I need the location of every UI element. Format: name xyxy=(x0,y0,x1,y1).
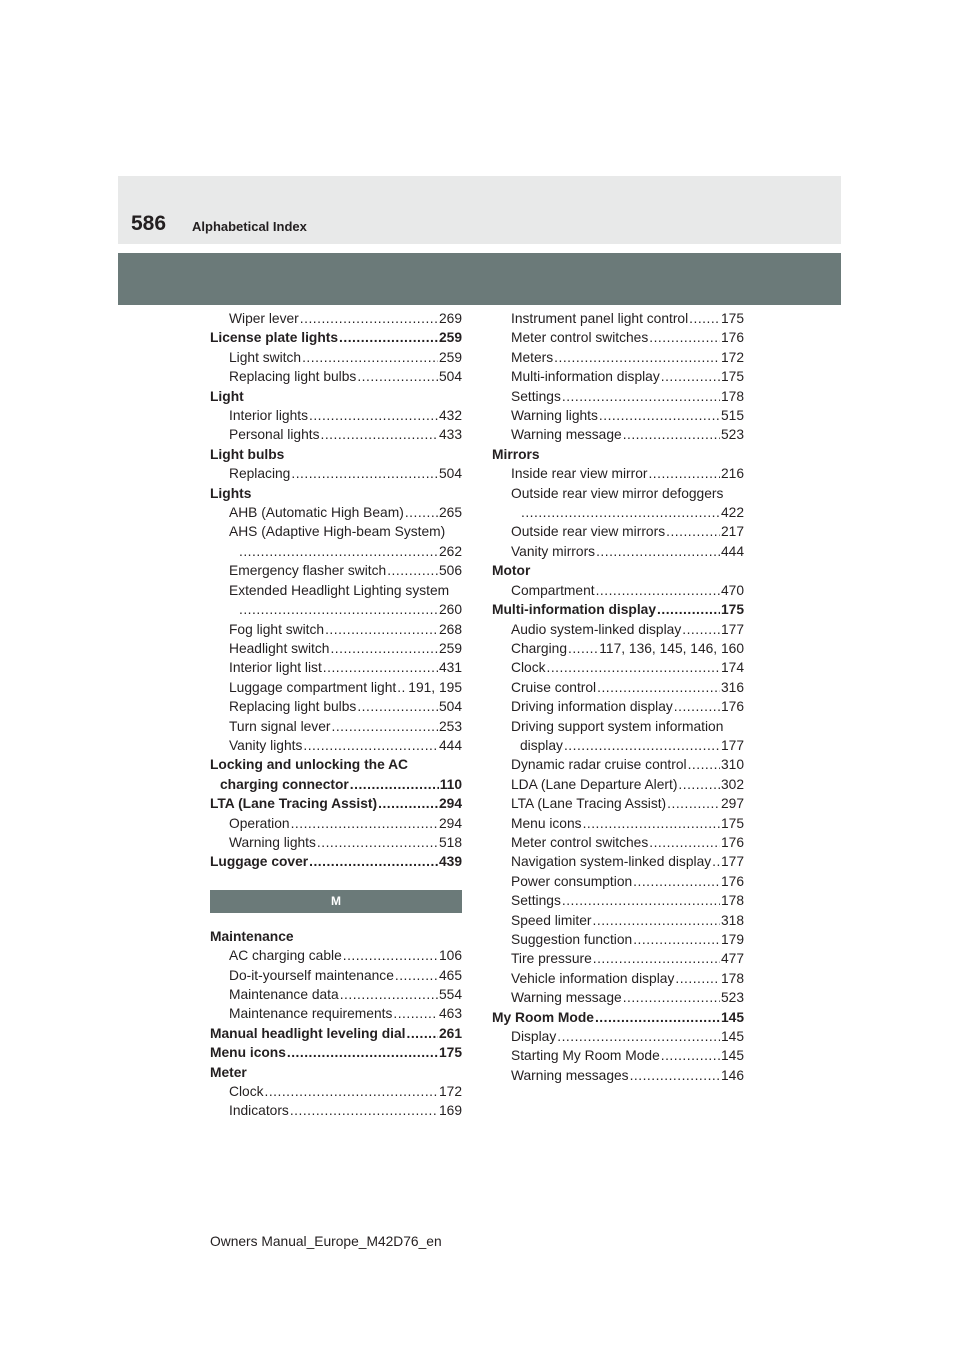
index-entry-page: 316 xyxy=(720,679,744,695)
index-entry-label: Warning lights xyxy=(229,834,316,850)
index-entry-label: Vanity lights xyxy=(229,737,303,753)
index-entry-label: Interior lights xyxy=(229,408,308,424)
dot-leader xyxy=(239,600,438,619)
index-entry-label: Replacing light bulbs xyxy=(229,369,357,385)
index-entry-page: 216 xyxy=(720,466,744,482)
index-entry-label: charging connector xyxy=(220,776,349,792)
index-entry-label: Vanity mirrors xyxy=(511,543,596,559)
index-column-right xyxy=(492,309,744,1085)
index-entry xyxy=(210,697,462,716)
index-entry xyxy=(492,658,744,677)
dot-leader xyxy=(593,911,720,930)
index-entry-page: 554 xyxy=(438,987,462,1002)
dot-leader xyxy=(350,775,439,794)
index-entry-page: 310 xyxy=(720,757,744,773)
index-entry-page: 117, 136, 145, 146, 160 xyxy=(599,640,744,656)
index-heading: Lights xyxy=(210,485,252,501)
index-entry-label: Personal lights xyxy=(229,427,320,443)
dot-leader xyxy=(300,309,438,328)
index-entry-label: Power consumption xyxy=(511,873,633,889)
dot-leader xyxy=(657,600,720,619)
index-entry-page: 178 xyxy=(720,388,744,404)
dot-leader xyxy=(387,561,438,580)
index-entry xyxy=(210,1101,462,1120)
dot-leader xyxy=(357,697,438,716)
index-entry xyxy=(210,542,462,561)
dot-leader xyxy=(688,755,720,774)
index-entry xyxy=(492,697,744,716)
index-entry-page: 297 xyxy=(720,796,744,812)
index-entry-page: 106 xyxy=(438,948,462,964)
index-entry xyxy=(210,1043,462,1062)
index-entry xyxy=(492,988,744,1007)
index-entry-page: 431 xyxy=(438,660,462,676)
dot-leader xyxy=(675,969,720,988)
index-entry xyxy=(492,852,744,871)
index-entry xyxy=(492,775,744,794)
index-entry-page: 523 xyxy=(720,990,744,1006)
dot-leader xyxy=(633,930,720,949)
index-entry-label: Vehicle information display xyxy=(511,970,675,986)
index-entry-page: 145 xyxy=(720,1009,744,1025)
index-entry xyxy=(210,503,462,522)
dot-leader xyxy=(323,658,438,677)
index-entry-page: 176 xyxy=(720,330,744,346)
index-entry-label: Warning message xyxy=(511,990,622,1006)
index-entry-label: Speed limiter xyxy=(511,912,592,928)
index-entry xyxy=(210,833,462,852)
index-entry xyxy=(492,736,744,755)
index-entry xyxy=(492,348,744,367)
index-entry-page: 261 xyxy=(438,1025,462,1041)
index-heading: Light bulbs xyxy=(210,446,285,462)
dot-leader xyxy=(562,891,720,910)
index-entry-page: 172 xyxy=(720,349,744,365)
dot-leader xyxy=(682,620,720,639)
index-entry-page: 433 xyxy=(438,427,462,443)
index-entry-label: Settings xyxy=(511,893,561,909)
index-entry xyxy=(210,1082,462,1101)
index-entry-label: Cruise control xyxy=(511,679,597,695)
index-entry-page: 191, 195 xyxy=(408,679,462,695)
index-entry xyxy=(492,930,744,949)
index-entry xyxy=(492,464,744,483)
dot-leader xyxy=(623,425,720,444)
index-entry-label: Manual headlight leveling dial xyxy=(210,1025,406,1041)
index-entry-page: 259 xyxy=(438,349,462,365)
index-entry-label: AHB (Automatic High Beam) xyxy=(229,505,404,521)
index-entry xyxy=(492,542,744,561)
index-subentry: Outside rear view mirror defoggers xyxy=(511,485,724,501)
index-entry-label: Light switch xyxy=(229,349,302,365)
index-entry-label: Maintenance data xyxy=(229,987,339,1002)
index-entry-page: 175 xyxy=(720,602,744,618)
index-entry-label: Luggage cover xyxy=(210,854,309,870)
index-entry-page: 217 xyxy=(720,524,744,540)
index-entry xyxy=(210,658,462,677)
dot-leader xyxy=(239,542,438,561)
dot-leader xyxy=(596,542,720,561)
dot-leader xyxy=(331,717,437,736)
dot-leader xyxy=(521,503,720,522)
footer-doc-id: Owners Manual_Europe_M42D76_en xyxy=(210,1234,442,1249)
dot-leader xyxy=(633,872,720,891)
index-entry-page: 176 xyxy=(720,873,744,889)
index-entry xyxy=(492,891,744,910)
dot-leader xyxy=(562,387,720,406)
index-entry xyxy=(210,561,462,580)
dot-leader xyxy=(393,1004,438,1023)
index-entry-label: Maintenance requirements xyxy=(229,1006,393,1022)
index-entry xyxy=(492,1027,744,1046)
dot-leader xyxy=(325,620,438,639)
dot-leader xyxy=(378,794,438,813)
index-entry-page: 294 xyxy=(438,796,462,812)
dot-leader xyxy=(595,1008,720,1027)
dot-leader xyxy=(309,406,438,425)
index-entry-page: 477 xyxy=(720,951,744,967)
index-entry xyxy=(492,425,744,444)
index-entry-page: 504 xyxy=(438,699,462,715)
index-entry-page: 179 xyxy=(720,932,744,947)
index-entry-page: 169 xyxy=(438,1103,462,1119)
index-entry xyxy=(492,503,744,522)
index-entry-page: 268 xyxy=(438,621,462,637)
index-entry-page: 318 xyxy=(720,912,744,928)
index-entry-label: Do-it-yourself maintenance xyxy=(229,967,394,983)
index-entry-label: Starting My Room Mode xyxy=(511,1048,660,1064)
dot-leader xyxy=(287,1043,438,1062)
dot-leader xyxy=(648,464,720,483)
index-entry-label: Settings xyxy=(511,388,561,404)
index-entry-page: 177 xyxy=(720,737,744,753)
index-entry xyxy=(492,872,744,891)
index-entry-page: 262 xyxy=(438,543,462,559)
index-entry-page: 175 xyxy=(720,369,744,385)
index-entry-label: Warning lights xyxy=(511,408,598,424)
index-entry-page: 259 xyxy=(438,640,462,656)
index-subentry: Extended Headlight Lighting system xyxy=(229,582,450,598)
dot-leader xyxy=(291,814,438,833)
index-entry xyxy=(492,969,744,988)
index-entry xyxy=(210,775,462,794)
index-entry-label: LDA (Lane Departure Alert) xyxy=(511,776,678,792)
index-entry xyxy=(210,946,462,965)
index-entry xyxy=(210,678,462,697)
index-entry xyxy=(210,425,462,444)
index-entry xyxy=(210,348,462,367)
index-entry-page: 269 xyxy=(438,311,462,326)
dot-leader xyxy=(623,988,720,1007)
section-title: Alphabetical Index xyxy=(192,219,307,234)
index-entry-page: 444 xyxy=(720,543,744,559)
index-entry-page: 145 xyxy=(720,1029,744,1045)
index-entry xyxy=(492,1066,744,1085)
index-entry-page: 523 xyxy=(720,427,744,443)
index-subentry: AHS (Adaptive High-beam System) xyxy=(229,524,446,540)
index-entry-page: 518 xyxy=(438,834,462,850)
index-entry-page: 175 xyxy=(720,311,744,326)
index-entry xyxy=(492,755,744,774)
index-entry xyxy=(210,852,462,871)
dot-leader xyxy=(667,794,720,813)
index-entry-page: 302 xyxy=(720,776,744,792)
index-entry-label: Warning message xyxy=(511,427,622,443)
index-entry xyxy=(492,406,744,425)
index-entry-page: 463 xyxy=(438,1006,462,1022)
dot-leader xyxy=(339,328,438,347)
index-entry-page: 504 xyxy=(438,369,462,385)
index-heading: Motor xyxy=(492,563,531,579)
index-entry-page: 145 xyxy=(720,1048,744,1064)
index-entry xyxy=(210,1004,462,1023)
dot-leader xyxy=(568,639,598,658)
index-entry-label: Luggage compartment light xyxy=(229,679,397,695)
dot-leader xyxy=(661,1046,720,1065)
index-subentry: Driving support system information xyxy=(511,718,724,734)
index-heading: Light xyxy=(210,388,244,404)
index-entry xyxy=(492,814,744,833)
index-entry-page: 294 xyxy=(438,815,462,831)
index-entry-page: 146 xyxy=(720,1067,744,1083)
dot-leader xyxy=(265,1082,438,1101)
index-entry-page: 174 xyxy=(720,660,744,676)
dot-leader xyxy=(290,1101,438,1120)
dot-leader xyxy=(597,678,720,697)
index-entry xyxy=(210,736,462,755)
index-entry xyxy=(492,309,744,328)
index-entry-page: 178 xyxy=(720,893,744,909)
index-entry-page: 175 xyxy=(438,1045,462,1061)
dot-leader xyxy=(630,1066,720,1085)
index-entry xyxy=(210,1024,462,1043)
index-entry-label: Replacing xyxy=(229,466,291,482)
index-entry-label: Compartment xyxy=(511,582,595,598)
index-heading: Locking and unlocking the AC xyxy=(210,757,409,773)
dot-leader xyxy=(661,367,720,386)
index-entry xyxy=(210,309,462,328)
dot-leader xyxy=(583,814,720,833)
dot-leader xyxy=(674,697,720,716)
index-entry-page: 176 xyxy=(720,834,744,850)
index-entry xyxy=(492,367,744,386)
index-entry xyxy=(492,620,744,639)
dot-leader xyxy=(407,1024,438,1043)
index-entry-label: Meters xyxy=(511,349,554,365)
index-entry xyxy=(492,833,744,852)
dot-leader xyxy=(405,503,438,522)
index-entry-label: Charging xyxy=(511,640,567,656)
index-entry-page: 172 xyxy=(438,1084,462,1100)
index-entry-page: 265 xyxy=(438,505,462,521)
index-entry-label: Interior light list xyxy=(229,660,322,676)
index-entry-page: 506 xyxy=(438,563,462,579)
index-entry-label: Meter control switches xyxy=(511,834,649,850)
page-number: 586 xyxy=(131,212,167,235)
index-entry xyxy=(492,678,744,697)
dot-leader xyxy=(397,678,407,697)
index-entry xyxy=(210,367,462,386)
index-entry xyxy=(210,620,462,639)
index-entry-label: Indicators xyxy=(229,1103,289,1119)
dot-leader xyxy=(395,966,438,985)
index-entry-label: display xyxy=(520,737,563,753)
index-letter-heading: M xyxy=(210,890,462,913)
dot-leader xyxy=(666,522,720,541)
index-entry-label: Operation xyxy=(229,815,290,831)
dot-leader xyxy=(291,464,438,483)
index-heading: Meter xyxy=(210,1064,247,1080)
index-entry-label: Tire pressure xyxy=(511,951,592,967)
index-entry-label: Audio system-linked display xyxy=(511,621,682,637)
dot-leader xyxy=(678,775,720,794)
index-entry-label: Replacing light bulbs xyxy=(229,699,357,715)
dot-leader xyxy=(317,833,438,852)
index-entry xyxy=(492,600,744,619)
index-entry-label: Wiper lever xyxy=(229,311,299,326)
index-entry-label: AC charging cable xyxy=(229,948,342,964)
index-entry-label: Outside rear view mirrors xyxy=(511,524,666,540)
index-column-left xyxy=(210,309,462,1121)
index-entry-page: 439 xyxy=(438,854,462,870)
index-entry xyxy=(492,522,744,541)
index-entry-page: 253 xyxy=(438,718,462,734)
dot-leader xyxy=(303,736,438,755)
index-entry-label: Meter control switches xyxy=(511,330,649,346)
index-entry xyxy=(492,581,744,600)
index-entry-label: Instrument panel light control xyxy=(511,311,689,326)
dot-leader xyxy=(330,639,438,658)
index-entry xyxy=(492,794,744,813)
index-entry xyxy=(492,328,744,347)
index-entry-page: 432 xyxy=(438,408,462,424)
index-entry-label: Fog light switch xyxy=(229,621,325,637)
index-entry-label: Multi-information display xyxy=(511,369,660,385)
dot-leader xyxy=(649,328,720,347)
index-entry xyxy=(492,1008,744,1027)
dot-leader xyxy=(712,852,720,871)
index-entry xyxy=(492,949,744,968)
index-entry xyxy=(210,794,462,813)
index-entry-label: Driving information display xyxy=(511,699,673,715)
index-entry-label: Menu icons xyxy=(210,1045,286,1061)
index-entry-page: 177 xyxy=(720,621,744,637)
index-entry-page: 260 xyxy=(438,602,462,618)
index-entry-label: Menu icons xyxy=(511,815,582,831)
index-entry xyxy=(492,639,744,658)
index-entry-label: Suggestion function xyxy=(511,932,633,947)
dot-leader xyxy=(596,581,720,600)
index-entry xyxy=(492,911,744,930)
dot-leader xyxy=(564,736,720,755)
index-entry-page: 470 xyxy=(720,582,744,598)
dot-leader xyxy=(557,1027,720,1046)
index-entry-label: LTA (Lane Tracing Assist) xyxy=(511,796,667,812)
index-entry xyxy=(210,406,462,425)
index-entry xyxy=(492,387,744,406)
index-entry-label: Multi-information display xyxy=(492,602,657,618)
dot-leader xyxy=(649,833,720,852)
index-entry-page: 504 xyxy=(438,466,462,482)
index-entry-label: Navigation system-linked display xyxy=(511,854,712,870)
dot-leader xyxy=(547,658,720,677)
dot-leader xyxy=(593,949,720,968)
index-entry xyxy=(492,1046,744,1065)
index-entry-label: Clock xyxy=(229,1084,264,1100)
index-entry-page: 177 xyxy=(720,854,744,870)
index-entry xyxy=(210,328,462,347)
dot-leader xyxy=(321,425,438,444)
index-entry xyxy=(210,966,462,985)
index-entry-page: 259 xyxy=(438,330,462,346)
index-entry-label: Emergency flasher switch xyxy=(229,563,387,579)
index-entry xyxy=(210,600,462,619)
dot-leader xyxy=(343,946,438,965)
dot-leader xyxy=(689,309,720,328)
index-entry-label: Warning messages xyxy=(511,1067,629,1083)
dot-leader xyxy=(340,985,438,1004)
index-entry-label: Clock xyxy=(511,660,546,676)
index-entry-page: 175 xyxy=(720,815,744,831)
index-entry xyxy=(210,464,462,483)
index-entry-page: 110 xyxy=(439,776,462,792)
index-entry-label: Display xyxy=(511,1029,557,1045)
dot-leader xyxy=(599,406,720,425)
dot-leader xyxy=(357,367,438,386)
index-entry-page: 444 xyxy=(438,737,462,753)
index-entry-page: 178 xyxy=(720,970,744,986)
index-entry-label: Dynamic radar cruise control xyxy=(511,757,687,773)
index-heading: Mirrors xyxy=(492,446,540,462)
index-entry xyxy=(210,985,462,1004)
index-entry xyxy=(210,639,462,658)
index-entry-label: Turn signal lever xyxy=(229,718,331,734)
dot-leader xyxy=(309,852,438,871)
dot-leader xyxy=(554,348,720,367)
index-entry xyxy=(210,814,462,833)
index-entry-label: LTA (Lane Tracing Assist) xyxy=(210,796,378,812)
header-bar xyxy=(118,253,841,305)
index-entry-label: License plate lights xyxy=(210,330,339,346)
index-entry-page: 515 xyxy=(720,408,744,424)
index-entry-page: 465 xyxy=(438,967,462,983)
index-heading: Maintenance xyxy=(210,928,294,944)
dot-leader xyxy=(302,348,438,367)
index-entry xyxy=(210,717,462,736)
index-entry-label: My Room Mode xyxy=(492,1009,594,1025)
index-entry-page: 422 xyxy=(720,505,744,521)
index-entry-label: Inside rear view mirror xyxy=(511,466,648,482)
index-entry-label: Headlight switch xyxy=(229,640,330,656)
index-entry-page: 176 xyxy=(720,699,744,715)
